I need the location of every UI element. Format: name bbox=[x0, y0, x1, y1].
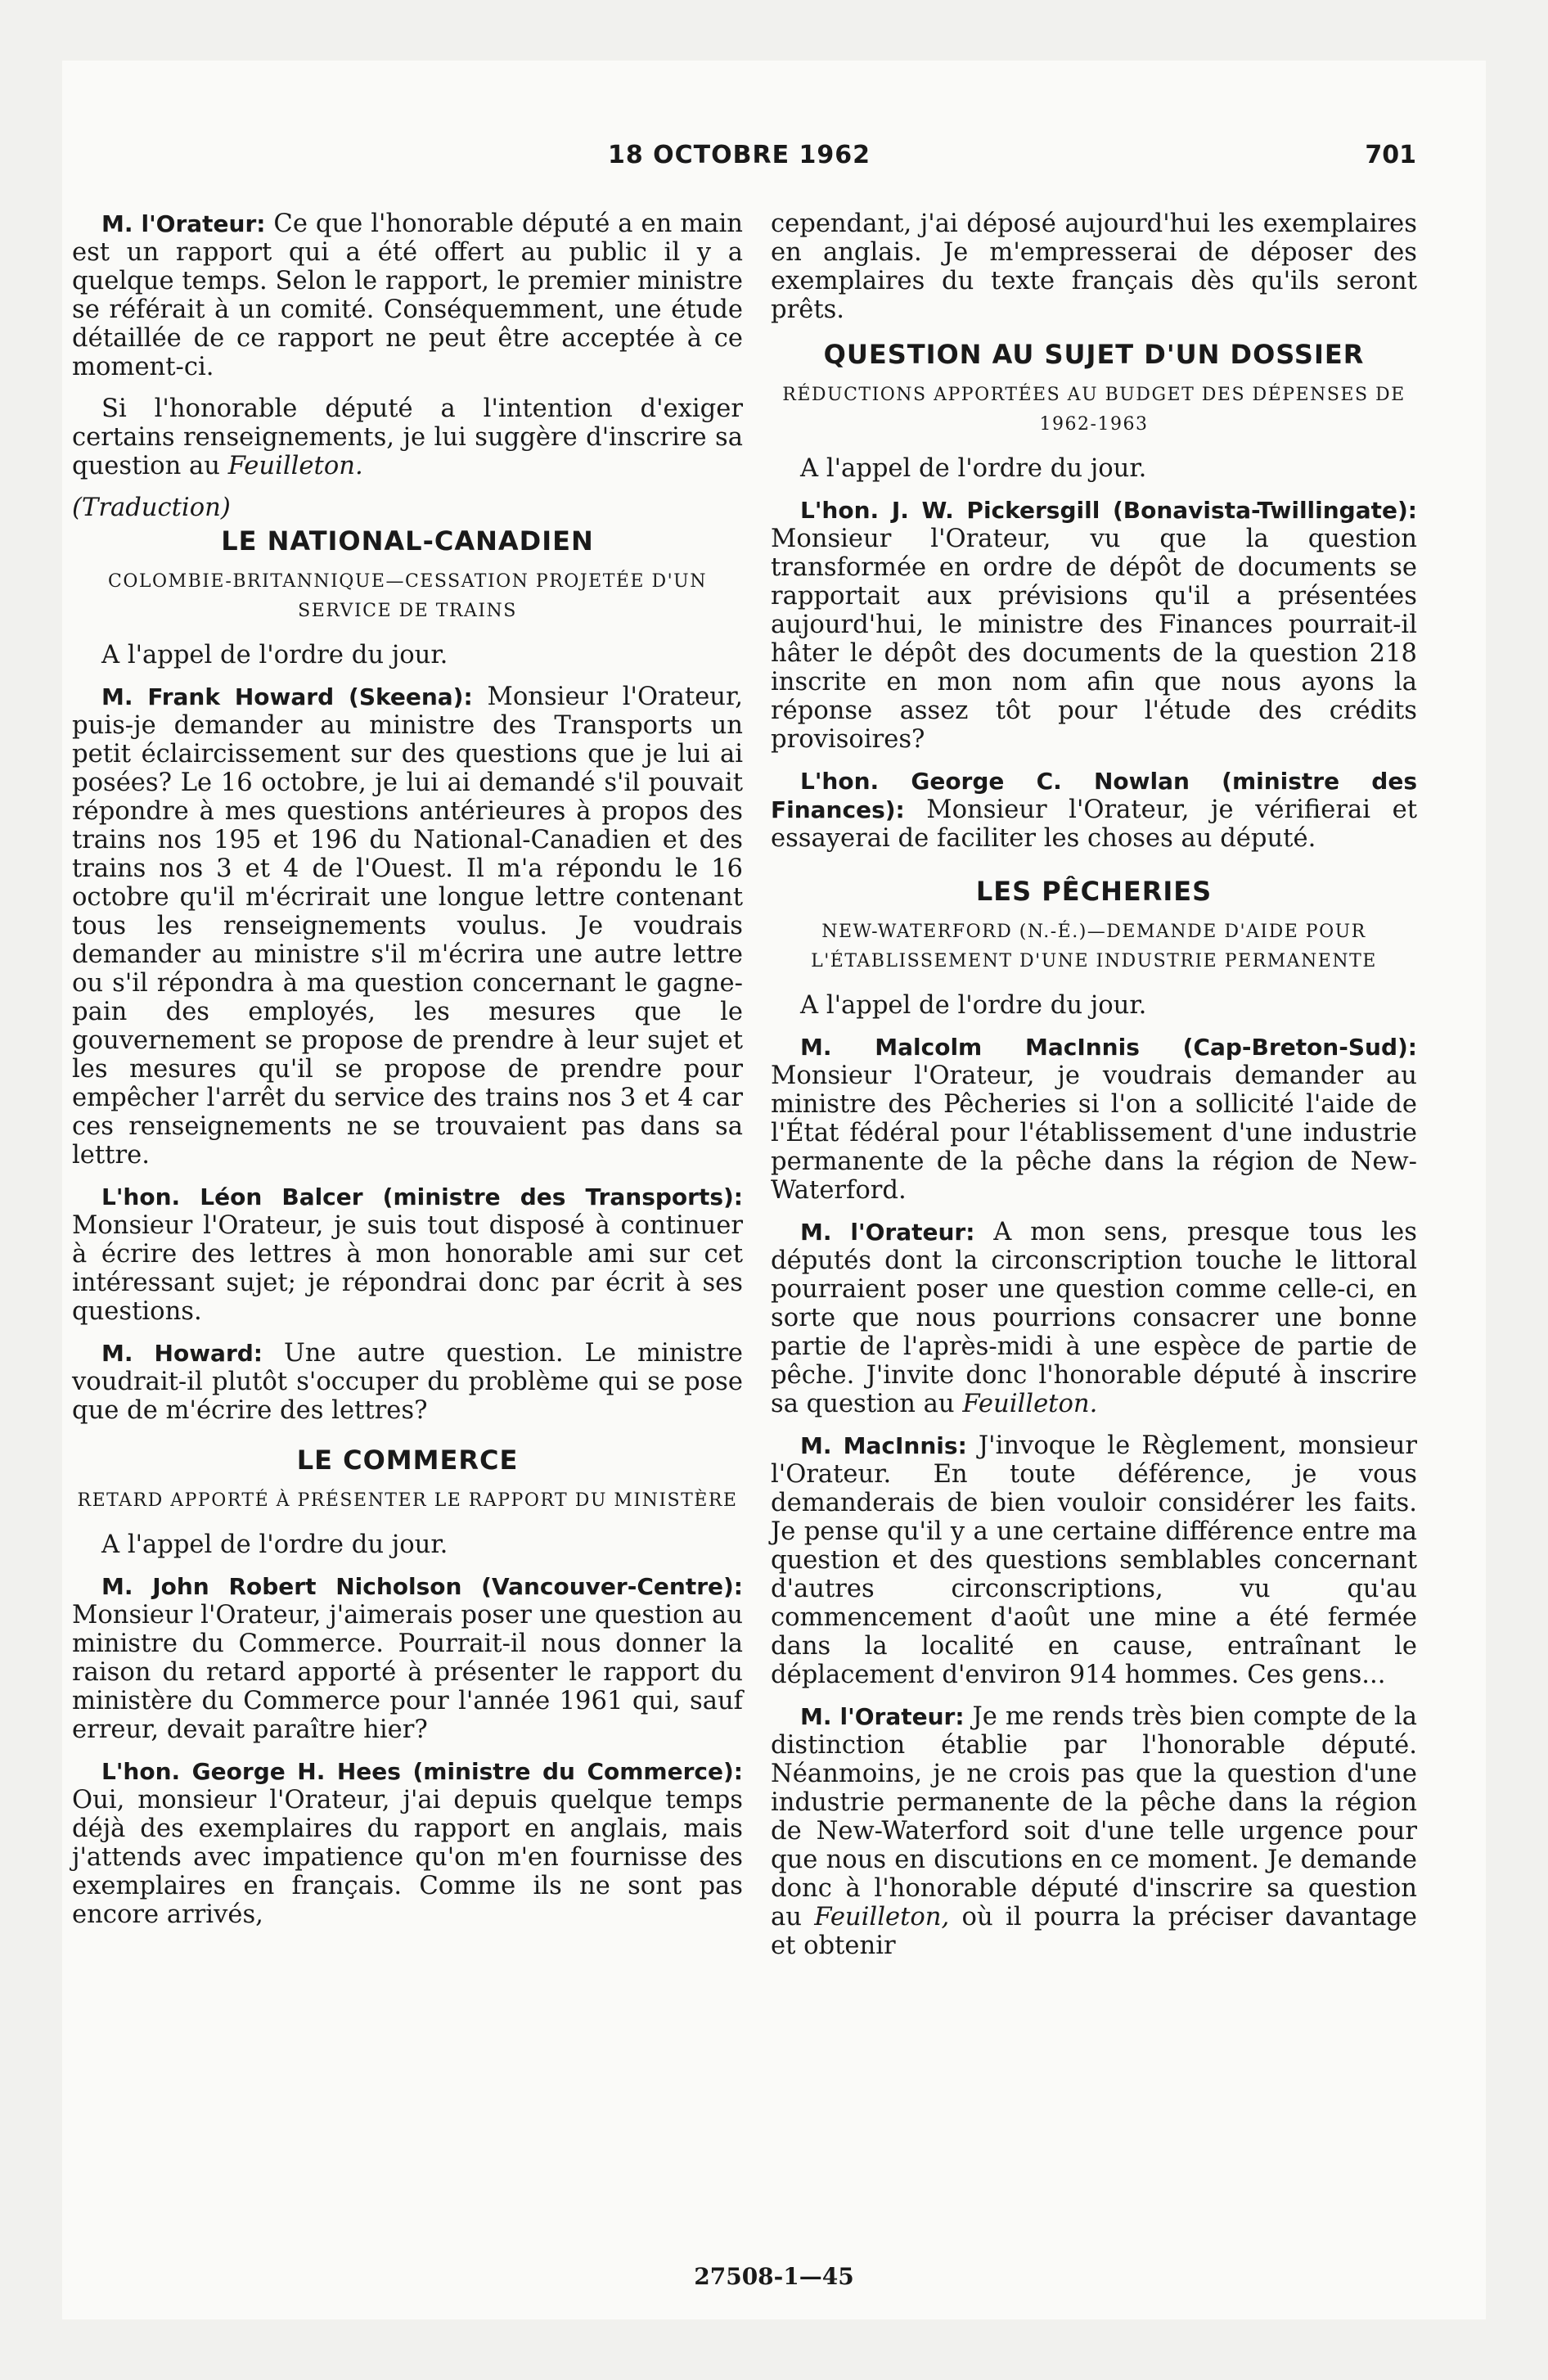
paragraph bbox=[72, 1183, 743, 1326]
speaker-name: L'hon. Léon Balcer (ministre des Transports): bbox=[101, 1183, 743, 1210]
section-title: LES PÊCHERIES bbox=[975, 876, 1213, 907]
header-date: 18 OCTOBRE 1962 bbox=[607, 141, 871, 169]
speaker-name: M. MacInnis: bbox=[800, 1432, 967, 1459]
speaker-name: M. l'Orateur: bbox=[800, 1219, 975, 1246]
section-subtitle: RETARD APPORTÉ À PRÉSENTER LE RAPPORT DU MINISTÈRE bbox=[77, 1490, 738, 1511]
paragraph bbox=[771, 1218, 1417, 1418]
speech-text: Monsieur l'Orateur, je vérifierai et essayerai de faciliter les choses au député. bbox=[771, 796, 1417, 853]
italic-text: Feuilleton. bbox=[962, 1390, 1098, 1418]
speaker-name: M. Howard: bbox=[101, 1340, 263, 1367]
paragraph bbox=[72, 394, 743, 480]
section-title: LE COMMERCE bbox=[296, 1445, 519, 1476]
speech-text: où il pourra la préciser davantage et obtenir bbox=[771, 1903, 1417, 1960]
order-of-day: A l'appel de l'ordre du jour. bbox=[101, 1530, 448, 1559]
section-title: LE NATIONAL-CANADIEN bbox=[221, 525, 594, 557]
speech-text: Monsieur l'Orateur, j'aimerais poser une question au ministre du Commerce. Pourrait-il nous donner la raison du retard apporté à présenter le rapport du ministère du Commerce pour l'année 1961 qui, sauf erreur, devait paraître hier? bbox=[72, 1601, 743, 1744]
speaker-name: L'hon. George H. Hees (ministre du Commerce): bbox=[101, 1758, 743, 1785]
paragraph bbox=[771, 496, 1417, 754]
paragraph bbox=[771, 767, 1417, 853]
paragraph bbox=[72, 1757, 743, 1929]
section-subtitle: RÉDUCTIONS APPORTÉES AU BUDGET DES DÉPENSES DE 1962-1963 bbox=[782, 385, 1406, 435]
speaker-name: M. l'Orateur: bbox=[800, 1703, 965, 1730]
italic-text: Feuilleton, bbox=[814, 1903, 950, 1931]
paragraph: cependant, j'ai déposé aujourd'hui les exemplaires en anglais. Je m'empresserai de déposer des exemplaires du texte français dès qu'ils seront prêts. bbox=[771, 210, 1417, 324]
order-of-day: A l'appel de l'ordre du jour. bbox=[800, 991, 1147, 1020]
footer-signature: 27508-1—45 bbox=[694, 2263, 854, 2290]
speech-text: Ce que l'honorable député a en main est un rapport qui a été offert au public il y a quelque temps. Selon le rapport, le premier ministre se référait à un comité. Conséquemment, une étude détaillée de ce rapport ne peut être acceptée à ce moment-ci. bbox=[72, 210, 743, 381]
speech-text: Une autre question. Le ministre voudrait-il plutôt s'occuper du problème qui se pose que de m'écrire des lettres? bbox=[72, 1339, 743, 1425]
paragraph bbox=[72, 210, 743, 381]
speech-text: J'invoque le Règlement, monsieur l'Orateur. En toute déférence, je vous demanderais de bien vouloir considérer les faits. Je pense qu'il y a une certaine différence entre ma question et des questions semblables concernant d'autres circonscriptions, vu qu'au commencement d'août une mine a été fermée dans la localité en cause, entraînant le déplacement d'environ 914 hommes. Ces gens... bbox=[771, 1431, 1417, 1689]
section-subtitle: COLOMBIE-BRITANNIQUE—CESSATION PROJETÉE D'UN SERVICE DE TRAINS bbox=[108, 571, 707, 621]
order-of-day: A l'appel de l'ordre du jour. bbox=[800, 454, 1147, 483]
speech-text: Monsieur l'Orateur, puis-je demander au ministre des Transports un petit éclaircissement sur des questions que je lui ai posées? Le 16 octobre, je lui ai demandé s'il pouvait répondre à mes questions antérieures à propos des trains nos 195 et 196 du National-Canadien et des trains nos 3 et 4 de l'Ouest. Il m'a répondu le 16 octobre qu'il m'écrirait une longue lettre contenant tous les renseignements voulus. Je voudrais demander au ministre s'il m'écrira une autre lettre ou s'il répondra à ma question concernant le gagne-pain des employés, les mesures que le gouvernement se propose de prendre à leur sujet et les mesures qu'il se propose de prendre pour empêcher l'arrêt du service des trains nos 3 et 4 car ces renseignements ne se trouvaient pas dans sa lettre. bbox=[72, 683, 743, 1170]
page-header bbox=[62, 141, 1416, 178]
paragraph bbox=[72, 683, 743, 1170]
left-column bbox=[72, 210, 743, 1942]
speech-text: A mon sens, presque tous les députés dont la circonscription touche le littoral pourraient poser une question comme celle-ci, en sorte que nous pourrions consacrer une bonne partie de l'après-midi à une espèce de partie de pêche. J'invite donc l'honorable député à inscrire sa question au bbox=[771, 1218, 1417, 1418]
paragraph bbox=[72, 1339, 743, 1425]
speech-text: Monsieur l'Orateur, je voudrais demander au ministre des Pêcheries si l'on a sollicité l'aide de l'État fédéral pour l'établissement d'une industrie permanente de la pêche dans la région de New-Waterford. bbox=[771, 1062, 1417, 1205]
speaker-name: M. l'Orateur: bbox=[101, 210, 266, 237]
paragraph bbox=[771, 1431, 1417, 1689]
speech-text: Oui, monsieur l'Orateur, j'ai depuis quelque temps déjà des exemplaires du rapport en anglais, mais j'attends avec impatience qu'on m'en fournisse des exemplaires en français. Comme ils ne sont pas encore arrivés, bbox=[72, 1786, 743, 1929]
speaker-name: M. Malcolm MacInnis (Cap-Breton-Sud): bbox=[800, 1034, 1417, 1061]
section-subtitle: NEW-WATERFORD (N.-É.)—DEMANDE D'AIDE POUR L'ÉTABLISSEMENT D'UNE INDUSTRIE PERMANENTE bbox=[811, 922, 1377, 971]
speech-text: Si l'honorable député a l'intention d'exiger certains renseignements, je lui suggère d'inscrire sa question au bbox=[72, 394, 743, 480]
order-of-day: A l'appel de l'ordre du jour. bbox=[101, 641, 448, 669]
italic-text: Feuilleton. bbox=[227, 452, 363, 480]
speech-text: Monsieur l'Orateur, vu que la question transformée en ordre de dépôt de documents se rapportait aux prévisions qu'il a présentées aujourd'hui, le ministre des Finances pourrait-il hâter le dépôt des documents de la question 218 inscrite en mon nom afin que nous ayons la réponse assez tôt pour l'étude des crédits provisoires? bbox=[771, 525, 1417, 754]
speaker-name: L'hon. George C. Nowlan (ministre des Finances): bbox=[771, 768, 1417, 823]
paragraph bbox=[72, 1572, 743, 1744]
right-column bbox=[771, 210, 1417, 1973]
paragraph bbox=[771, 1702, 1417, 1960]
page-number: 701 bbox=[1365, 141, 1416, 169]
speaker-name: M. Frank Howard (Skeena): bbox=[101, 683, 473, 710]
paragraph bbox=[771, 1033, 1417, 1205]
speech-text: Je me rends très bien compte de la distinction établie par l'honorable député. Néanmoins, je ne crois pas que la question d'une industrie permanente de la pêche dans la région de New-Waterford soit d'une telle urgence pour que nous en discutions en ce moment. Je demande donc à l'honorable député d'inscrire sa question au bbox=[771, 1702, 1417, 1931]
speaker-name: L'hon. J. W. Pickersgill (Bonavista-Twillingate): bbox=[800, 497, 1417, 524]
section-title: QUESTION AU SUJET D'UN DOSSIER bbox=[823, 339, 1365, 370]
speaker-name: M. John Robert Nicholson (Vancouver-Centre): bbox=[101, 1573, 743, 1600]
speech-text: Monsieur l'Orateur, je suis tout disposé à continuer à écrire des lettres à mon honorable ami sur cet intéressant sujet; je répondrai donc par écrit à ses questions. bbox=[72, 1211, 743, 1326]
traduction-note: (Traduction) bbox=[72, 494, 231, 522]
